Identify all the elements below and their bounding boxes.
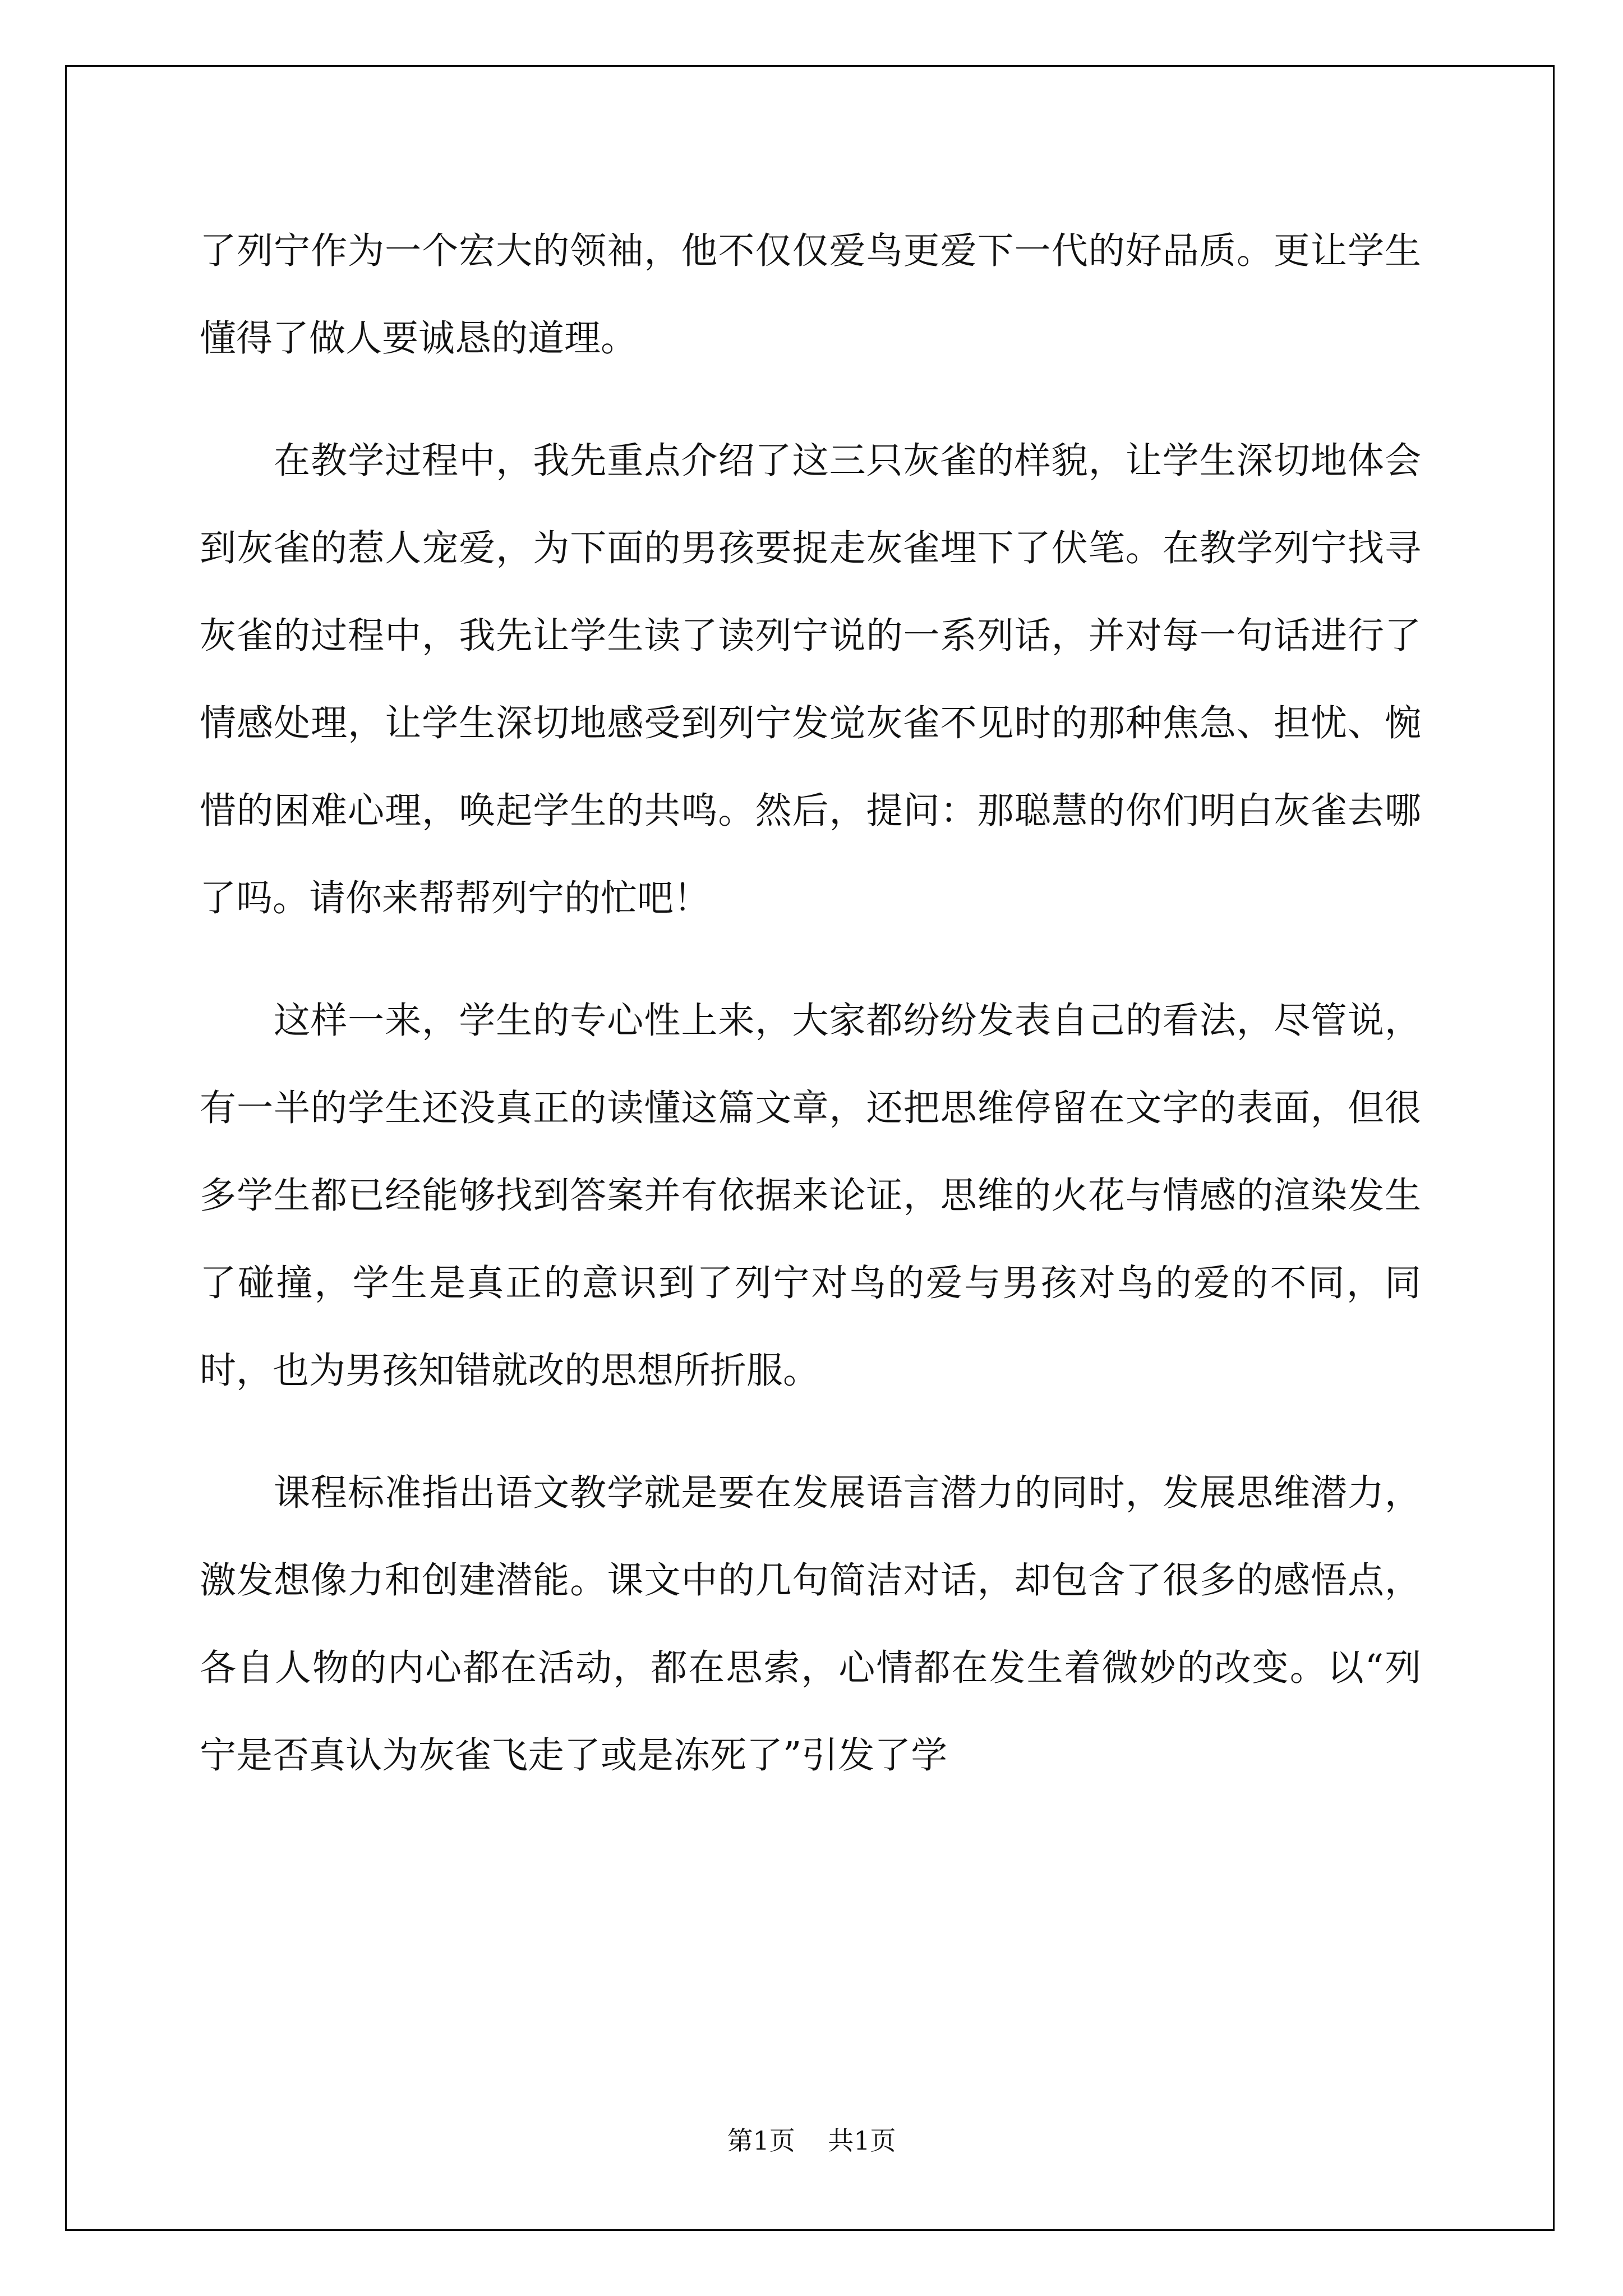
- paragraph-3: 这样一来，学生的专心性上来，大家都纷纷发表自己的看法，尽管说，有一半的学生还没真正的读懂这篇文章，还把思维停留在文字的表面，但很多学生都已经能够找到答案并有依据来论证，思维的火花与情感的渲染发生了碰撞，学生是真正的意识到了列宁对鸟的爱与男孩对鸟的爱的不同，同时，也为男孩知错就改的思想所折服。: [200, 1000, 1421, 1392]
- paragraph-1: 了列宁作为一个宏大的领袖，他不仅仅爱鸟更爱下一代的好品质。更让学生懂得了做人要诚恳的道理。: [200, 230, 1421, 360]
- paragraph-4: 课程标准指出语文教学就是要在发展语言潜力的同时，发展思维潜力，激发想像力和创建潜能。课文中的几句简洁对话，却包含了很多的感悟点，各自人物的内心都在活动，都在思索，心情都在发生着微妙的改变。以“列宁是否真认为灰雀飞走了或是冻死了”引发了学: [200, 1472, 1421, 1777]
- paragraph-2: 在教学过程中，我先重点介绍了这三只灰雀的样貌，让学生深切地体会到灰雀的惹人宠爱，为下面的男孩要捉走灰雀埋下了伏笔。在教学列宁找寻灰雀的过程中，我先让学生读了读列宁说的一系列话，并对每一句话进行了情感处理，让学生深切地感受到列宁发觉灰雀不见时的那种焦急、担忧、惋惜的困难心理，唤起学生的共鸣。然后，提问：那聪慧的你们明白灰雀去哪了吗。请你来帮帮列宁的忙吧！: [200, 440, 1421, 919]
- page-number: 第1页: [727, 2125, 795, 2156]
- page-footer: [0, 2120, 1623, 2157]
- document-body: [200, 208, 1421, 1834]
- page-total: 共1页: [828, 2125, 896, 2156]
